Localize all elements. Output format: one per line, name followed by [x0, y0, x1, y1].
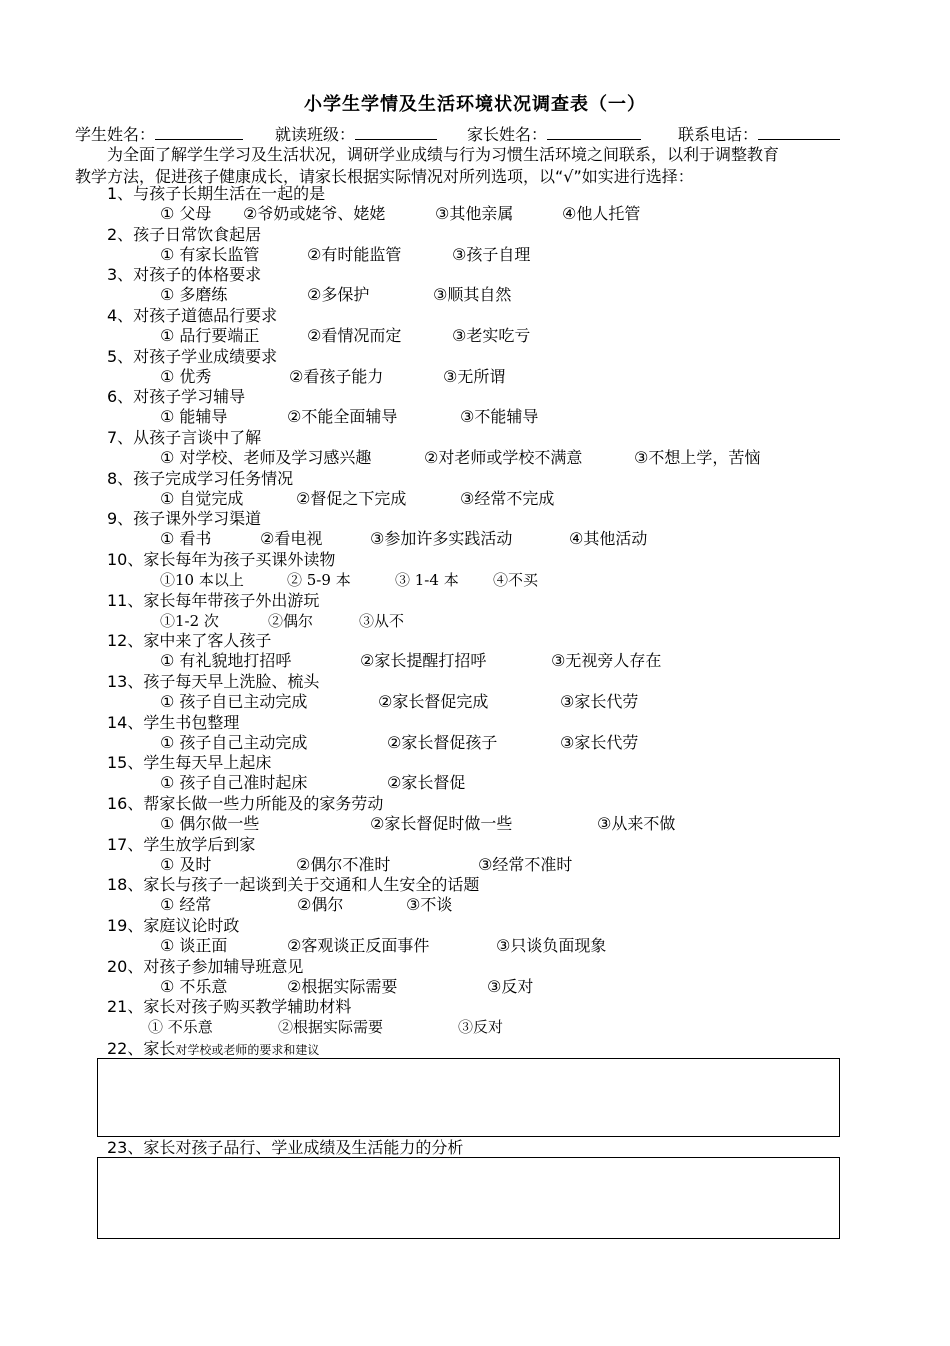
question-2: 2、孩子日常饮食起居: [107, 225, 262, 244]
phone-blank[interactable]: [758, 123, 840, 140]
question-21-option-2[interactable]: ②根据实际需要: [278, 1018, 384, 1036]
question-8-option-3[interactable]: ③经常不完成: [460, 489, 555, 508]
question-21: 21、家长对孩子购买教学辅助材料: [107, 997, 352, 1016]
question-14-option-3[interactable]: ③家长代劳: [560, 733, 639, 752]
question-17: 17、学生放学后到家: [107, 835, 256, 854]
question-3-option-3[interactable]: ③顺其自然: [433, 285, 512, 304]
question-16: 16、帮家长做一些力所能及的家务劳动: [107, 794, 384, 813]
question-8-option-2[interactable]: ②督促之下完成: [296, 489, 407, 508]
question-20-option-1[interactable]: ① 不乐意: [160, 977, 228, 996]
question-11-option-3[interactable]: ③从不: [359, 612, 405, 630]
question-22-label: 22、家长: [107, 1039, 176, 1058]
page-title: 小学生学情及生活环境状况调查表（一）: [304, 94, 646, 115]
parent-name-blank[interactable]: [547, 123, 641, 140]
question-7-option-1[interactable]: ① 对学校、老师及学习感兴趣: [160, 448, 372, 467]
question-9: 9、孩子课外学习渠道: [107, 509, 262, 528]
question-21-option-1[interactable]: ① 不乐意: [148, 1018, 213, 1036]
question-5-option-3[interactable]: ③无所谓: [443, 367, 506, 386]
question-11: 11、家长每年带孩子外出游玩: [107, 591, 320, 610]
intro-line-1: 为全面了解学生学习及生活状况，调研学业成绩与行为习惯生活环境之间联系，以利于调整教育: [107, 145, 780, 164]
question-2-option-1[interactable]: ① 有家长监管: [160, 245, 260, 264]
question-14-option-1[interactable]: ① 孩子自己主动完成: [160, 733, 308, 752]
question-19: 19、家庭议论时政: [107, 916, 240, 935]
question-10-option-3[interactable]: ③ 1-4 本: [395, 571, 459, 589]
question-6: 6、对孩子学习辅导: [107, 387, 246, 406]
student-name-blank[interactable]: [155, 123, 243, 140]
question-4-option-3[interactable]: ③老实吃亏: [452, 326, 531, 345]
question-7-option-3[interactable]: ③不想上学，苦恼: [634, 448, 761, 467]
question-1: 1、与孩子长期生活在一起的是: [107, 184, 326, 203]
question-1-option-4[interactable]: ④他人托管: [562, 204, 641, 223]
suggestions-box[interactable]: [97, 1058, 840, 1137]
student-name-field: [75, 122, 243, 145]
question-16-option-1[interactable]: ① 偶尔做一些: [160, 814, 260, 833]
question-10-option-1[interactable]: ①10 本以上: [160, 571, 244, 589]
question-14: 14、学生书包整理: [107, 713, 240, 732]
question-15-option-1[interactable]: ① 孩子自己准时起床: [160, 773, 308, 792]
question-22: [107, 1039, 319, 1059]
class-blank[interactable]: [355, 123, 437, 140]
question-14-option-2[interactable]: ②家长督促孩子: [387, 733, 498, 752]
question-18: 18、家长与孩子一起谈到关于交通和人生安全的话题: [107, 875, 480, 894]
question-19-option-3[interactable]: ③只谈负面现象: [496, 936, 607, 955]
question-5-option-1[interactable]: ① 优秀: [160, 367, 212, 386]
question-2-option-2[interactable]: ②有时能监管: [307, 245, 402, 264]
question-12-option-3[interactable]: ③无视旁人存在: [551, 651, 662, 670]
student-name-label: 学生姓名：: [75, 125, 156, 144]
question-3-option-2[interactable]: ②多保护: [307, 285, 370, 304]
question-18-option-2[interactable]: ②偶尔: [297, 895, 344, 914]
question-2-option-3[interactable]: ③孩子自理: [452, 245, 531, 264]
question-9-option-2[interactable]: ②看电视: [260, 529, 323, 548]
question-19-option-1[interactable]: ① 谈正面: [160, 936, 228, 955]
question-9-option-3[interactable]: ③参加许多实践活动: [370, 529, 513, 548]
phone-label: 联系电话：: [678, 125, 759, 144]
question-17-option-2[interactable]: ②偶尔不准时: [296, 855, 391, 874]
question-15-option-2[interactable]: ②家长督促: [387, 773, 466, 792]
question-12-option-2[interactable]: ②家长提醒打招呼: [360, 651, 487, 670]
question-15: 15、学生每天早上起床: [107, 753, 272, 772]
question-16-option-2[interactable]: ②家长督促时做一些: [370, 814, 513, 833]
question-13-option-1[interactable]: ① 孩子自已主动完成: [160, 692, 308, 711]
question-12: 12、家中来了客人孩子: [107, 631, 272, 650]
intro-paragraph: [75, 144, 885, 188]
question-3: 3、对孩子的体格要求: [107, 265, 262, 284]
question-19-option-2[interactable]: ②客观谈正反面事件: [287, 936, 430, 955]
question-13-option-2[interactable]: ②家长督促完成: [378, 692, 489, 711]
question-16-option-3[interactable]: ③从来不做: [597, 814, 676, 833]
class-field: [275, 122, 437, 145]
question-4: 4、对孩子道德品行要求: [107, 306, 278, 325]
question-6-option-1[interactable]: ① 能辅导: [160, 407, 228, 426]
question-6-option-3[interactable]: ③不能辅导: [460, 407, 539, 426]
analysis-box[interactable]: [97, 1157, 840, 1239]
question-21-option-3[interactable]: ③反对: [458, 1018, 504, 1036]
question-10-option-4[interactable]: ④不买: [493, 571, 539, 589]
question-13: 13、孩子每天早上洗脸、梳头: [107, 672, 320, 691]
parent-name-field: [467, 122, 641, 145]
intro-line-2: 教学方法，促进孩子健康成长，请家长根据实际情况对所列选项，以“√”如实进行选择：: [75, 167, 694, 186]
question-1-option-2[interactable]: ②爷奶或姥爷、姥姥: [243, 204, 386, 223]
question-1-option-1[interactable]: ① 父母: [160, 204, 212, 223]
question-12-option-1[interactable]: ① 有礼貌地打招呼: [160, 651, 292, 670]
question-20-option-3[interactable]: ③反对: [487, 977, 534, 996]
info-row: [75, 122, 855, 144]
question-11-option-2[interactable]: ②偶尔: [268, 612, 314, 630]
question-17-option-1[interactable]: ① 及时: [160, 855, 212, 874]
question-10-option-2[interactable]: ② 5-9 本: [287, 571, 351, 589]
question-8-option-1[interactable]: ① 自觉完成: [160, 489, 244, 508]
question-6-option-2[interactable]: ②不能全面辅导: [287, 407, 398, 426]
question-20: 20、对孩子参加辅导班意见: [107, 957, 304, 976]
question-5-option-2[interactable]: ②看孩子能力: [289, 367, 384, 386]
question-3-option-1[interactable]: ① 多磨练: [160, 285, 228, 304]
question-4-option-2[interactable]: ②看情况而定: [307, 326, 402, 345]
question-18-option-3[interactable]: ③不谈: [406, 895, 453, 914]
question-23: 23、家长对孩子品行、学业成绩及生活能力的分析: [107, 1138, 464, 1157]
question-22-sublabel: 对学校或老师的要求和建议: [175, 1043, 320, 1057]
question-1-option-3[interactable]: ③其他亲属: [435, 204, 514, 223]
question-10: 10、家长每年为孩子买课外读物: [107, 550, 336, 569]
question-11-option-1[interactable]: ①1-2 次: [160, 612, 219, 630]
question-9-option-4[interactable]: ④其他活动: [569, 529, 648, 548]
question-9-option-1[interactable]: ① 看书: [160, 529, 212, 548]
question-4-option-1[interactable]: ① 品行要端正: [160, 326, 260, 345]
question-20-option-2[interactable]: ②根据实际需要: [287, 977, 398, 996]
parent-name-label: 家长姓名：: [467, 125, 548, 144]
question-8: 8、孩子完成学习任务情况: [107, 469, 294, 488]
question-7-option-2[interactable]: ②对老师或学校不满意: [424, 448, 583, 467]
question-17-option-3[interactable]: ③经常不准时: [478, 855, 573, 874]
class-label: 就读班级：: [275, 125, 356, 144]
question-18-option-1[interactable]: ① 经常: [160, 895, 212, 914]
question-13-option-3[interactable]: ③家长代劳: [560, 692, 639, 711]
question-5: 5、对孩子学业成绩要求: [107, 347, 278, 366]
question-7: 7、从孩子言谈中了解: [107, 428, 262, 447]
phone-field: [678, 122, 840, 145]
